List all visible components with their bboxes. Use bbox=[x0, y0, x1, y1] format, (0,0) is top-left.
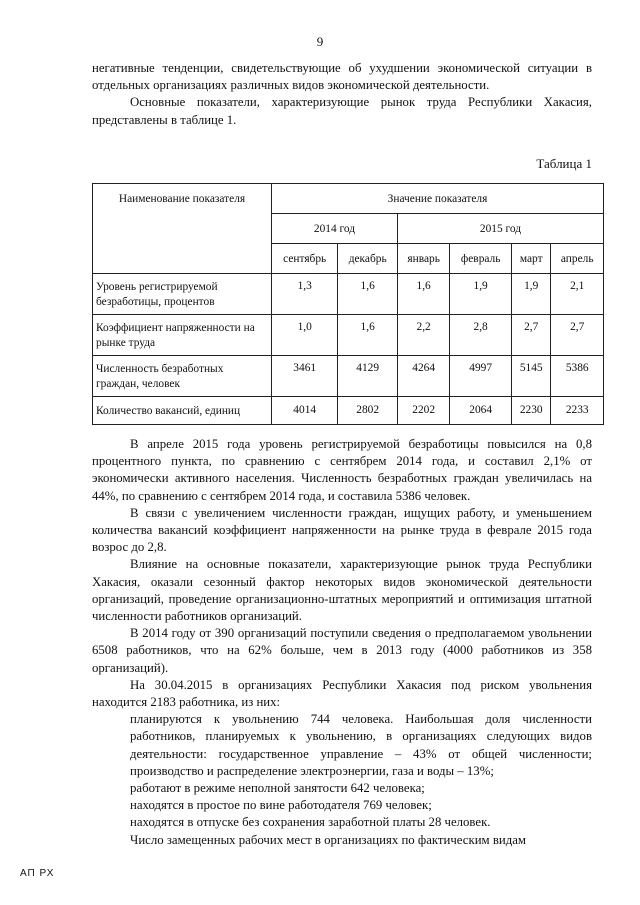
table-cell: 2230 bbox=[511, 397, 550, 425]
labor-market-table bbox=[92, 183, 604, 425]
intro-section bbox=[92, 60, 592, 129]
row-label: Уровень регистрируемой безработицы, процентов bbox=[93, 274, 272, 315]
list-item: работают в режиме неполной занятости 642 человека; bbox=[130, 781, 425, 796]
table-row bbox=[93, 397, 604, 425]
table-cell: 2064 bbox=[450, 397, 512, 425]
table-cell: 1,6 bbox=[338, 274, 398, 315]
table-cell: 3461 bbox=[272, 356, 338, 397]
intro-paragraph-2: Основные показатели, характеризующие рынок труда Республики Хакасия, представлены в таблице 1. bbox=[92, 95, 592, 127]
header-year-2015: 2015 год bbox=[397, 214, 603, 244]
intro-paragraph-1: негативные тенденции, свидетельствующие об ухудшении экономической ситуации в отдельных организациях различных видов экономической деятельности. bbox=[92, 61, 592, 93]
table-row bbox=[93, 356, 604, 397]
list-item: планируются к увольнению 744 человека. Наибольшая доля численности работников, планируемых к увольнению, в организациях следующих видов деятельности: государственное управление – 43% от общей численности; производство и распределение электроэнергии, газа и воды – 13%; bbox=[130, 712, 592, 778]
table-cell: 4264 bbox=[397, 356, 449, 397]
header-year-2014: 2014 год bbox=[272, 214, 398, 244]
analysis-section bbox=[92, 436, 592, 849]
header-month: февраль bbox=[450, 244, 512, 274]
table-cell: 1,6 bbox=[338, 315, 398, 356]
table-cell: 2,7 bbox=[511, 315, 550, 356]
table-cell: 1,6 bbox=[397, 274, 449, 315]
header-month: сентябрь bbox=[272, 244, 338, 274]
paragraph-workplaces: Число замещенных рабочих мест в организациях по фактическим видам bbox=[130, 832, 527, 847]
paragraph-influence-factors: Влияние на основные показатели, характеризующие рынок труда Республики Хакасия, оказали сезонный фактор некоторых видов экономической деятельности организаций, проведение организационно-штатных мероприятий и оптимизация штатной численности работников организаций. bbox=[92, 557, 592, 624]
table-row bbox=[93, 315, 604, 356]
table-cell: 5386 bbox=[551, 356, 604, 397]
table-cell: 2802 bbox=[338, 397, 398, 425]
table-cell: 4014 bbox=[272, 397, 338, 425]
paragraph-layoffs-2014: В 2014 году от 390 организаций поступили сведения о предполагаемом увольнении 6508 работников, что на 62% больше, чем в 2013 году (4000 работников из 358 организаций). bbox=[92, 626, 592, 675]
table-cell: 1,9 bbox=[511, 274, 550, 315]
header-month: март bbox=[511, 244, 550, 274]
paragraph-tension-coefficient: В связи с увеличением численности граждан, ищущих работу, и уменьшением количества вакансий коэффициент напряженности на рынке труда в феврале 2015 года возрос до 2,8. bbox=[92, 505, 592, 555]
table-cell: 2,7 bbox=[551, 315, 604, 356]
page-number: 9 bbox=[316, 34, 324, 49]
row-label: Количество вакансий, единиц bbox=[93, 397, 272, 425]
header-indicator-value: Значение показателя bbox=[272, 184, 604, 214]
header-month: январь bbox=[397, 244, 449, 274]
table-cell: 5145 bbox=[511, 356, 550, 397]
table-row bbox=[93, 274, 604, 315]
table-cell: 1,9 bbox=[450, 274, 512, 315]
list-item: находятся в отпуске без сохранения заработной платы 28 человек. bbox=[130, 815, 491, 830]
table-cell: 2,8 bbox=[450, 315, 512, 356]
table-cell: 2,2 bbox=[397, 315, 449, 356]
list-item: находятся в простое по вине работодателя 769 человек; bbox=[130, 798, 432, 813]
table-cell: 1,3 bbox=[272, 274, 338, 315]
header-month: апрель bbox=[551, 244, 604, 274]
row-label: Численность безработных граждан, человек bbox=[93, 356, 272, 397]
table-cell: 2202 bbox=[397, 397, 449, 425]
header-indicator-name: Наименование показателя bbox=[93, 184, 272, 274]
paragraph-risk-of-dismissal: На 30.04.2015 в организациях Республики Хакасия под риском увольнения находится 2183 работника, из них: bbox=[92, 677, 592, 710]
table-caption: Таблица 1 bbox=[536, 156, 592, 171]
footer-mark: АП РХ bbox=[20, 868, 55, 879]
table-cell: 4997 bbox=[450, 356, 512, 397]
paragraph-unemployment-rate: В апреле 2015 года уровень регистрируемой безработицы повысился на 0,8 процентного пункта, по сравнению с сентябрем 2014 года, и составил 2,1% от экономически активного населения. Численность безработных граждан увеличилась на 44%, по сравнению с сентябрем 2014 года, и составила 5386 человек. bbox=[92, 437, 592, 503]
row-label: Коэффициент напряженности на рынке труда bbox=[93, 315, 272, 356]
table-cell: 1,0 bbox=[272, 315, 338, 356]
table-cell: 2,1 bbox=[551, 274, 604, 315]
table-cell: 4129 bbox=[338, 356, 398, 397]
header-month: декабрь bbox=[338, 244, 398, 274]
table-cell: 2233 bbox=[551, 397, 604, 425]
